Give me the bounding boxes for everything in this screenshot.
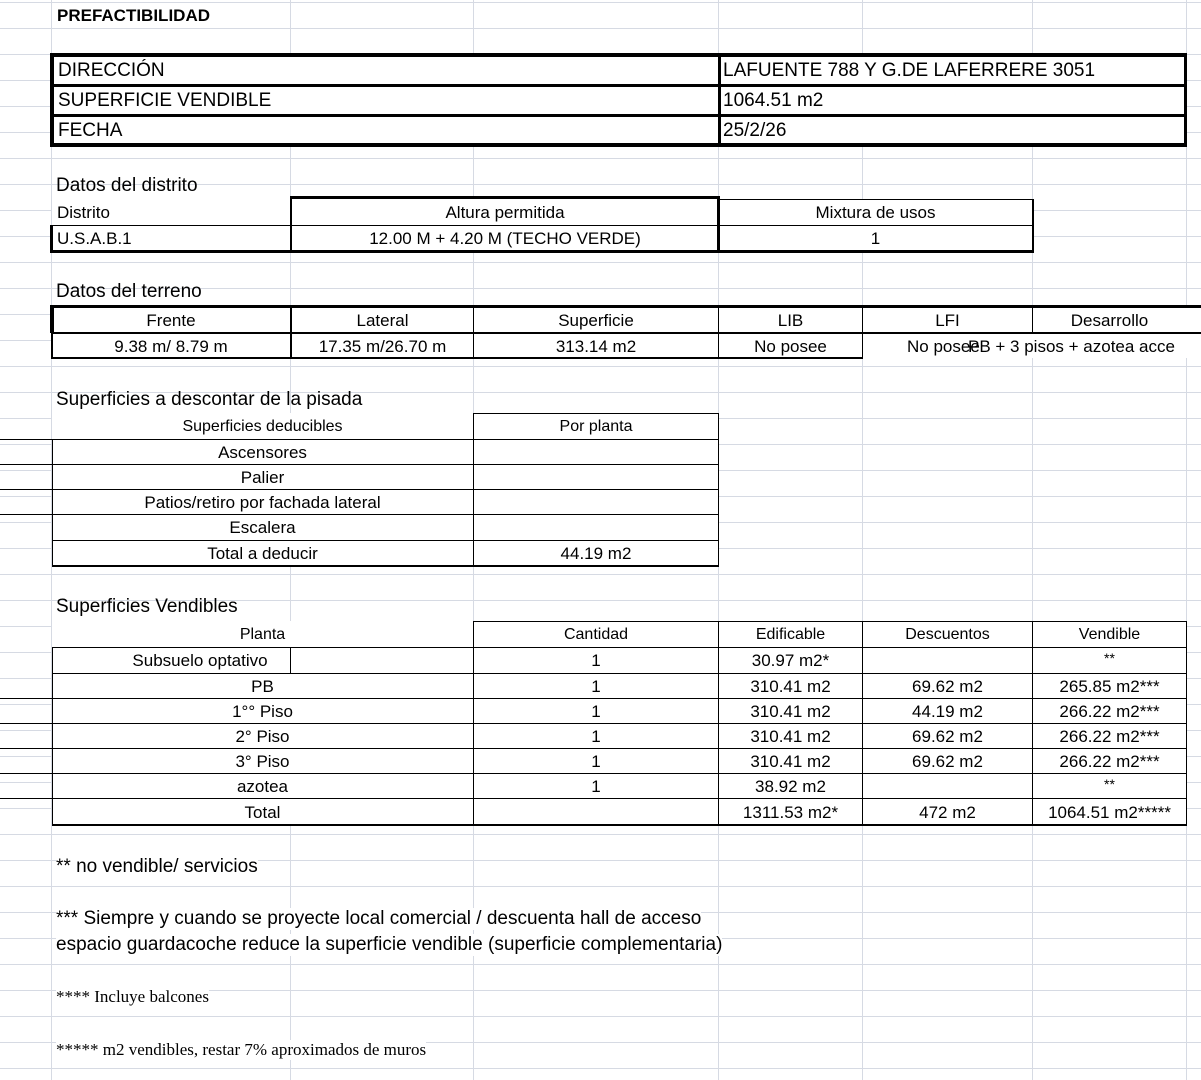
vendibles-border (0, 798, 1187, 799)
total-edificable[interactable]: 1311.53 m2* (742, 803, 839, 822)
planta-cantidad[interactable]: 1 (591, 677, 601, 696)
vendibles-header-planta: Planta (239, 626, 286, 643)
planta-name: 1°° Piso (232, 702, 293, 721)
planta-descuentos[interactable]: 69.62 m2 (912, 677, 983, 696)
planta-name: 3° Piso (235, 752, 290, 771)
note-local-comercial: *** Siempre y cuando se proyecte local comercial / descuenta hall de acceso (56, 908, 702, 929)
descontar-header-deducibles: Superficies deducibles (182, 418, 343, 435)
planta-cantidad[interactable]: 1 (591, 702, 601, 721)
planta-edificable[interactable]: 310.41 m2 (750, 752, 831, 771)
descontar-border (0, 439, 719, 440)
terreno-header-lfi: LFI (935, 311, 960, 330)
info-border-bottom (50, 143, 1187, 147)
vendibles-section-title: Superficies Vendibles (56, 596, 238, 617)
terreno-border (51, 332, 1201, 334)
descontar-row-label: Patios/retiro por fachada lateral (144, 493, 381, 512)
planta-name: azotea (236, 777, 289, 796)
planta-vendible[interactable]: ** (1104, 776, 1115, 792)
total-label: Total (244, 803, 281, 822)
planta-name: PB (251, 677, 274, 696)
info-border-top (50, 53, 1187, 57)
distrito-border (50, 225, 53, 253)
lib-value[interactable]: No posee (754, 337, 827, 356)
planta-name: Subsuelo optativo (132, 651, 268, 670)
distrito-value[interactable]: U.S.A.B.1 (57, 229, 132, 248)
planta-descuentos[interactable]: 44.19 m2 (912, 702, 983, 721)
distrito-header-altura: Altura permitida (445, 203, 565, 222)
note-muros: ***** m2 vendibles, restar 7% aproximados de muros (56, 1040, 427, 1059)
planta-edificable[interactable]: 30.97 m2* (751, 651, 830, 670)
info-border-left (50, 53, 54, 147)
total-deducir-value[interactable]: 44.19 m2 (560, 544, 632, 563)
planta-vendible[interactable]: 266.22 m2*** (1059, 752, 1160, 771)
superficie-vendible-label: SUPERFICIE VENDIBLE (58, 90, 272, 111)
info-border (50, 114, 1187, 117)
vendibles-border (862, 621, 863, 825)
descontar-row-label: Ascensores (218, 443, 307, 462)
distrito-border (290, 196, 720, 199)
distrito-border (1032, 199, 1034, 253)
info-border-right (1184, 53, 1187, 147)
terreno-header-desarrollo: Desarrollo (1070, 311, 1149, 330)
vendibles-border (1186, 621, 1187, 825)
fecha-value[interactable]: 25/2/26 (723, 120, 787, 141)
descontar-section-title: Superficies a descontar de la pisada (56, 389, 363, 410)
planta-edificable[interactable]: 310.41 m2 (750, 677, 831, 696)
descontar-border (52, 540, 719, 541)
descontar-row-label: Palier (240, 468, 285, 487)
terreno-border (50, 305, 1201, 308)
distrito-section-title: Datos del distrito (56, 175, 198, 196)
descontar-border (718, 413, 719, 566)
vendibles-header-vendible: Vendible (1078, 626, 1141, 643)
descontar-header-por-planta: Por planta (559, 418, 633, 435)
descontar-border (52, 565, 719, 567)
descontar-border (473, 413, 719, 414)
planta-vendible[interactable]: 266.22 m2*** (1059, 727, 1160, 746)
total-descuentos[interactable]: 472 m2 (919, 803, 976, 822)
mixtura-value[interactable]: 1 (870, 229, 881, 248)
vendibles-header-descuentos: Descuentos (905, 626, 990, 643)
distrito-header-mixtura: Mixtura de usos (815, 203, 936, 222)
direccion-label: DIRECCIÓN (58, 60, 165, 81)
lateral-value[interactable]: 17.35 m/26.70 m (318, 337, 447, 356)
info-border-mid (718, 53, 721, 147)
planta-cantidad[interactable]: 1 (591, 777, 601, 796)
terreno-header-lateral: Lateral (356, 311, 409, 330)
superficie-vendible-value[interactable]: 1064.51 m2 (723, 90, 824, 111)
vendibles-border (52, 673, 1187, 674)
planta-edificable[interactable]: 310.41 m2 (750, 727, 831, 746)
descontar-border (0, 514, 719, 515)
descontar-row-label: Escalera (229, 518, 296, 537)
planta-cantidad[interactable]: 1 (591, 752, 601, 771)
sheet-title: PREFACTIBILIDAD (57, 6, 210, 25)
vendibles-border (52, 824, 1187, 826)
desarrollo-value[interactable]: PB + 3 pisos + azotea acce (968, 337, 1175, 356)
planta-descuentos[interactable]: 69.62 m2 (912, 727, 983, 746)
descontar-border (0, 464, 719, 465)
superficie-value[interactable]: 313.14 m2 (555, 337, 637, 356)
planta-edificable[interactable]: 310.41 m2 (750, 702, 831, 721)
direccion-value[interactable]: LAFUENTE 788 Y G.DE LAFERRERE 3051 (723, 60, 1096, 81)
terreno-header-lib: LIB (777, 311, 804, 330)
planta-vendible[interactable]: ** (1104, 650, 1115, 666)
distrito-border (718, 199, 1034, 200)
terreno-header-superficie: Superficie (558, 311, 634, 330)
note-balcones: **** Incluye balcones (56, 987, 209, 1006)
planta-descuentos[interactable]: 69.62 m2 (912, 752, 983, 771)
note-no-vendible: ** no vendible/ servicios (56, 856, 258, 877)
altura-value[interactable]: 12.00 M + 4.20 M (TECHO VERDE) (369, 229, 641, 248)
terreno-border (51, 357, 863, 359)
terreno-section-title: Datos del terreno (56, 281, 202, 302)
total-vendible[interactable]: 1064.51 m2***** (1048, 803, 1171, 822)
planta-name: 2° Piso (235, 727, 290, 746)
planta-vendible[interactable]: 265.85 m2*** (1059, 677, 1160, 696)
vendibles-header-edificable: Edificable (755, 626, 826, 643)
vendibles-header-cantidad: Cantidad (563, 626, 629, 643)
vendibles-border (52, 647, 1187, 648)
info-border (50, 84, 1187, 87)
planta-cantidad[interactable]: 1 (591, 727, 601, 746)
planta-vendible[interactable]: 266.22 m2*** (1059, 702, 1160, 721)
distrito-header-distrito: Distrito (57, 203, 110, 222)
descontar-border (0, 489, 719, 490)
planta-cantidad[interactable]: 1 (591, 651, 601, 670)
fecha-label: FECHA (58, 120, 123, 141)
vendibles-border (0, 748, 1187, 749)
vendibles-border (0, 698, 1187, 699)
planta-edificable[interactable]: 38.92 m2 (755, 777, 826, 796)
distrito-border (51, 225, 1034, 226)
vendibles-border (0, 723, 1187, 724)
vendibles-border (0, 773, 1187, 774)
total-deducir-label: Total a deducir (207, 544, 318, 563)
distrito-border (50, 250, 1034, 253)
terreno-header-frente: Frente (146, 311, 196, 330)
lfi-value[interactable]: No posee (907, 337, 980, 356)
vendibles-border (473, 621, 1187, 622)
frente-value[interactable]: 9.38 m/ 8.79 m (114, 337, 228, 356)
note-guardacoche: espacio guardacoche reduce la superficie vendible (superficie complementaria) (56, 934, 723, 955)
